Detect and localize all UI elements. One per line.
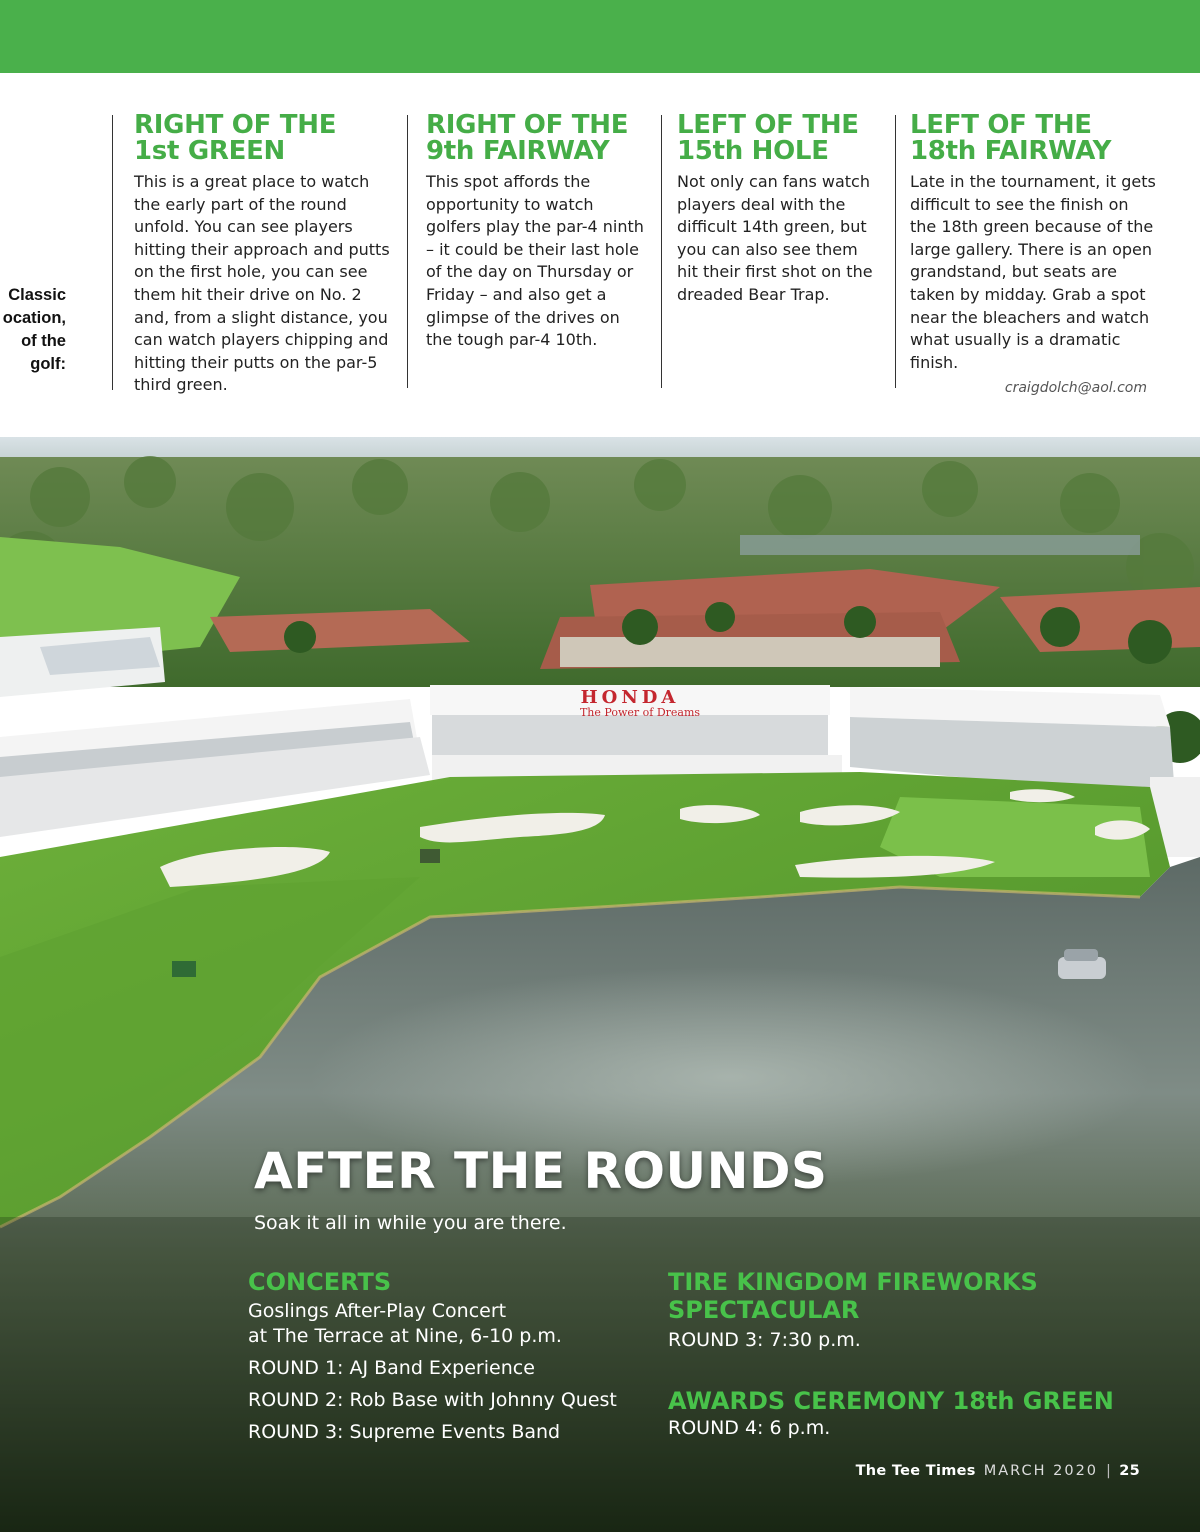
- after-rounds-title: AFTER THE ROUNDS: [254, 1142, 828, 1200]
- column-body: This is a great place to watch the early part of the round unfold. You can see players hitting their approach and putts on the first hole, you can see them hit their drive on No. 2 and, from a slight distance, you can watch players chipping and hitting their putts on the par-5 third green.: [134, 172, 390, 395]
- header-color-bar: [0, 0, 1200, 73]
- concerts-heading: CONCERTS: [248, 1268, 392, 1296]
- concert-round-1: ROUND 1: AJ Band Experience: [248, 1357, 535, 1379]
- cutoff-intro-text: [0, 286, 80, 386]
- column-divider: [407, 115, 408, 388]
- viewing-spot-column-4: [910, 112, 1156, 374]
- awards-time: ROUND 4: 6 p.m.: [668, 1417, 831, 1439]
- column-body: Late in the tournament, it gets difficult to see the finish on the 18th green because of the large gallery. There is an open grandstand, but seats are taken by midday. Grab a spot near the bleachers and watch what usually is a dramatic finish.: [910, 172, 1156, 372]
- viewing-spot-column-3: [677, 112, 879, 307]
- fireworks-time: ROUND 3: 7:30 p.m.: [668, 1329, 861, 1351]
- column-body: This spot affords the opportunity to watch golfers play the par-4 ninth – it could be their last hole of the day on Thursday or Friday – and also get a glimpse of the drives on the tough par-4 10th.: [426, 172, 644, 350]
- column-divider: [112, 115, 113, 390]
- banner-brand: HONDA: [580, 687, 680, 708]
- column-title: LEFT OF THE 18th FAIRWAY: [910, 110, 1112, 166]
- concert-round-3: ROUND 3: Supreme Events Band: [248, 1421, 561, 1443]
- cutoff-intro-line: of the: [21, 332, 66, 350]
- column-title: RIGHT OF THE 1st GREEN: [134, 110, 337, 166]
- column-title: LEFT OF THE 15th HOLE: [677, 110, 859, 166]
- viewing-spot-column-2: [426, 112, 648, 352]
- page-number: 25: [1119, 1463, 1140, 1479]
- cutoff-intro-line: ocation,: [2, 309, 66, 327]
- concert-venue-line1: Goslings After-Play Concert: [248, 1300, 507, 1322]
- column-body: Not only can fans watch players deal with the difficult 14th green, but you can also see them hit their first shot on the dreaded Bear Trap.: [677, 172, 873, 304]
- fireworks-heading: TIRE KINGDOM FIREWORKS SPECTACULAR: [668, 1268, 1038, 1324]
- banner-slogan: The Power of Dreams: [579, 706, 701, 719]
- awards-heading: AWARDS CEREMONY 18th GREEN: [668, 1387, 1114, 1415]
- aerial-photo-illustration: [0, 437, 1200, 1532]
- after-rounds-subtitle: Soak it all in while you are there.: [254, 1212, 567, 1234]
- cutoff-intro-line: Classic: [8, 286, 66, 304]
- column-divider: [661, 115, 662, 388]
- column-title: RIGHT OF THE 9th FAIRWAY: [426, 110, 629, 166]
- cutoff-intro-line: golf:: [30, 355, 66, 373]
- column-divider: [895, 115, 896, 388]
- author-email: craigdolch@aol.com: [1004, 380, 1147, 396]
- aerial-course-photo: [0, 437, 1200, 1532]
- concert-venue-line2: at The Terrace at Nine, 6-10 p.m.: [248, 1325, 562, 1347]
- magazine-name: The Tee Times: [855, 1463, 976, 1479]
- viewing-spot-column-1: [134, 112, 396, 397]
- issue-date: MARCH 2020: [983, 1463, 1099, 1479]
- footer-separator: |: [1106, 1463, 1112, 1479]
- page-footer: [856, 1463, 1140, 1479]
- concert-round-2: ROUND 2: Rob Base with Johnny Quest: [248, 1389, 617, 1411]
